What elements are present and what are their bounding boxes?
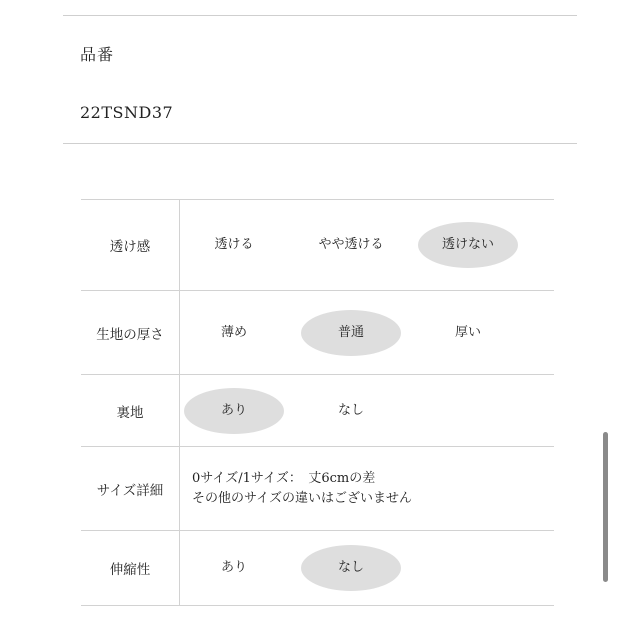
option-lining-no: なし [337,402,364,418]
spec-label: 裏地 [81,375,180,447]
option-slightly-sheer: やや透ける [318,237,384,252]
spec-row-thickness [81,291,554,375]
spec-options [180,291,555,375]
option-thick: 厚い [454,324,481,340]
option-lining-yes-selected: あり [184,388,284,434]
size-detail-text [180,447,555,531]
spec-options [180,531,555,606]
spec-table [81,199,554,606]
size-detail-line: その他のサイズの違いはございません [192,490,412,506]
spec-label: 伸縮性 [81,531,180,606]
option-thin: 薄め [220,324,247,340]
option-not-sheer-selected: 透けない [418,222,518,268]
option-stretch-yes: あり [220,560,247,575]
spec-options [180,200,555,291]
option-normal-selected: 普通 [301,310,401,356]
divider [63,143,577,144]
spec-row-stretch [81,531,554,606]
option-stretch-no-selected: なし [301,545,401,591]
scrollbar-thumb[interactable] [603,432,608,582]
spec-row-sheerness [81,200,554,291]
spec-label: サイズ詳細 [81,447,180,531]
spec-row-size-detail [81,447,554,531]
spec-label: 透け感 [81,200,180,291]
divider [63,15,577,16]
spec-label: 生地の厚さ [81,291,180,375]
option-sheer: 透ける [214,237,254,252]
spec-options [180,375,555,447]
product-number-value: 22TSND37 [80,103,174,122]
size-detail-line: 0サイズ/1サイズ： 丈6cmの差 [192,470,376,486]
product-number-label: 品番 [80,45,115,64]
spec-row-lining [81,375,554,447]
